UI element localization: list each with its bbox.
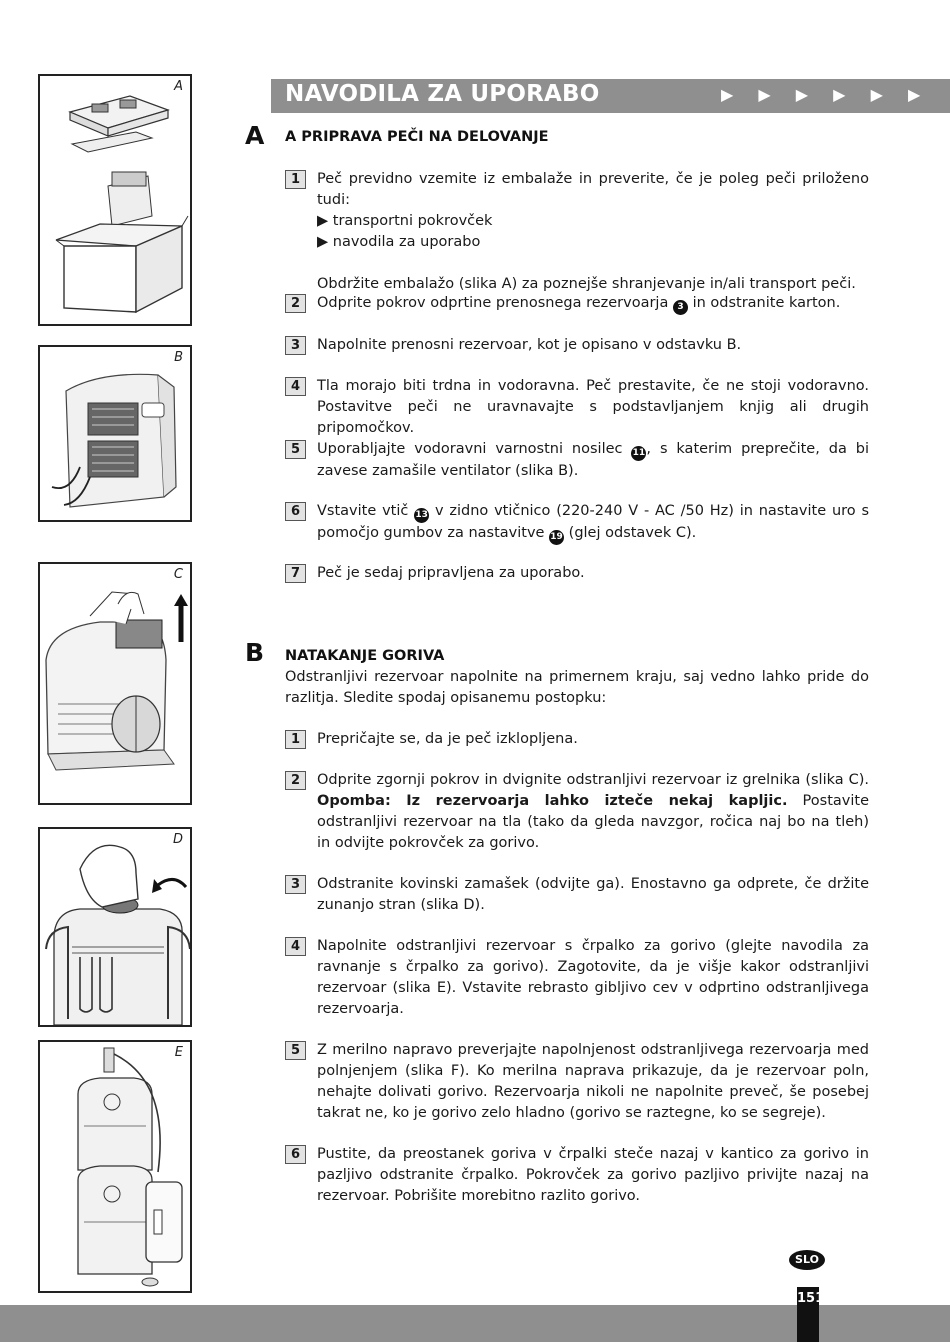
step-text: Uporabljajte vodoravni varnostni nosilec 11, s katerim preprečite, da bi zavese zamašile ventilator (slika B). <box>317 441 869 479</box>
section-a-step <box>285 335 869 356</box>
step-text: Pustite, da preostanek goriva v črpalki steče nazaj v kantico za gorivo in pazljivo odstranite črpalko. Pokrovček za gorivo pazljivo privijte nazaj na rezervoar. Pobrišite morebitno razlito gorivo. <box>317 1146 869 1204</box>
figure-c-illustration <box>40 564 190 803</box>
step-text: Vstavite vtič 13 v zidno vtičnico (220-240 V - AC /50 Hz) in nastavite uro s pomočjo gumbov za nastavitve 19 (glej odstavek C). <box>317 501 869 545</box>
section-b-intro: Odstranljivi rezervoar napolnite na primernem kraju, saj vedno lahko pride do razlitja. Sledite spodaj opisanemu postopku: <box>285 669 869 706</box>
step-intro: Peč previdno vzemite iz embalaže in preverite, če je poleg peči priloženo tudi: <box>317 171 869 208</box>
step-text: Odprite zgornji pokrov in dvignite odstranljivi rezervoar iz grelnika (slika C). Opomba: Iz rezervoarja lahko izteče nekaj kapljic. Postavite odstranljivi rezervoar na tla (tako da gleda navzgor, ročica naj bo na tleh) in odvijte pokrovček za gorivo. <box>317 772 869 851</box>
step-number: 6 <box>285 1145 306 1164</box>
figure-e-letter: E <box>174 1045 183 1060</box>
figure-d-letter: D <box>172 832 183 847</box>
section-b-title: NATAKANJE GORIVA <box>285 648 445 664</box>
part-ref-icon: 11 <box>631 446 646 461</box>
section-a-letter: A <box>245 121 265 150</box>
language-badge: SLO <box>789 1250 825 1270</box>
figure-b-illustration <box>40 347 190 520</box>
step-number: 5 <box>285 1041 306 1060</box>
figure-a <box>38 74 192 326</box>
page-title: NAVODILA ZA UPORABO <box>285 81 600 107</box>
step-text: Odstranite kovinski zamašek (odvijte ga). Enostavno ga odprete, če držite zunanjo stran (slika D). <box>317 876 869 913</box>
part-ref-icon: 13 <box>414 508 429 523</box>
step-text: Peč je sedaj pripravljena za uporabo. <box>317 565 585 581</box>
section-a-step <box>285 439 869 482</box>
figure-c <box>38 562 192 805</box>
section-a-step <box>285 501 869 545</box>
section-a-step <box>285 376 869 439</box>
step-number: 4 <box>285 937 306 956</box>
figure-d-illustration <box>40 829 190 1025</box>
step-note: Obdržite embalažo (slika A) za poznejše shranjevanje in/ali transport peči. <box>317 276 856 292</box>
section-a-step <box>285 563 869 584</box>
step-number: 5 <box>285 440 306 459</box>
section-b-step <box>285 770 869 854</box>
step-text: Napolnite odstranljivi rezervoar s črpalko za gorivo (glejte navodila za ravnanje s črpalko za gorivo). Zagotovite, da je višje kakor odstranljivi rezervoar (slika E). Vstavite rebrasto gibljivo cev v odprtino odstranljivega rezervoarja. <box>317 938 869 1017</box>
step-warning: Opomba: Iz rezervoarja lahko izteče nekaj kapljic. <box>317 793 788 809</box>
step-text <box>317 169 869 295</box>
step-text: Odprite pokrov odprtine prenosnega rezervoarja 3 in odstranite karton. <box>317 293 869 315</box>
step-number: 7 <box>285 564 306 583</box>
figure-e-illustration <box>40 1042 190 1291</box>
step-text: Z merilno napravo preverjajte napolnjenost odstranljivega rezervoarja med polnjenjem (slika F). Ko merilna naprava prikazuje, da je rezervoar poln, nehajte dolivati gorivo. Rezervoarja nikoli ne napolnite preveč, še posebej takrat ne, ko je gorivo zelo hladno (gorivo se raztegne, ko se segreje). <box>317 1042 869 1121</box>
step-number: 1 <box>285 730 306 749</box>
section-b-letter: B <box>245 638 265 667</box>
step-number: 4 <box>285 377 306 396</box>
figure-b-letter: B <box>174 350 183 365</box>
page-number: 151 <box>797 1287 819 1342</box>
figure-a-illustration <box>40 76 190 324</box>
step-text: Napolnite prenosni rezervoar, kot je opisano v odstavku B. <box>317 337 742 353</box>
figure-e <box>38 1040 192 1293</box>
section-a-step <box>285 169 869 295</box>
bullet-item: ▶ transportni pokrovček <box>317 213 493 229</box>
figure-a-letter: A <box>174 79 183 94</box>
part-ref-icon: 19 <box>549 530 564 545</box>
figure-c-letter: C <box>173 567 183 582</box>
bullet-item: ▶ navodila za uporabo <box>317 234 481 250</box>
section-b-step <box>285 1040 869 1124</box>
banner-arrows-icon: ▶ ▶ ▶ ▶ ▶ ▶ <box>721 85 931 104</box>
section-a-step <box>285 293 869 315</box>
figure-d <box>38 827 192 1027</box>
step-text: Prepričajte se, da je peč izklopljena. <box>317 731 578 747</box>
step-number: 2 <box>285 294 306 313</box>
section-a-title: A PRIPRAVA PEČI NA DELOVANJE <box>285 129 549 145</box>
section-b-step <box>285 936 869 1020</box>
part-ref-icon: 3 <box>673 300 688 315</box>
step-number: 2 <box>285 771 306 790</box>
section-b-step <box>285 729 869 750</box>
step-number: 6 <box>285 502 306 521</box>
section-b-step <box>285 874 869 916</box>
step-number: 3 <box>285 336 306 355</box>
section-b-step <box>285 1144 869 1207</box>
title-banner <box>271 79 950 113</box>
step-number: 3 <box>285 875 306 894</box>
figure-b <box>38 345 192 522</box>
step-text: Tla morajo biti trdna in vodoravna. Peč prestavite, če ne stoji vodoravno. Postavitve peči ne uravnavajte s podstavljanjem knjig ali drugih pripomočkov. <box>317 378 869 436</box>
step-number: 1 <box>285 170 306 189</box>
